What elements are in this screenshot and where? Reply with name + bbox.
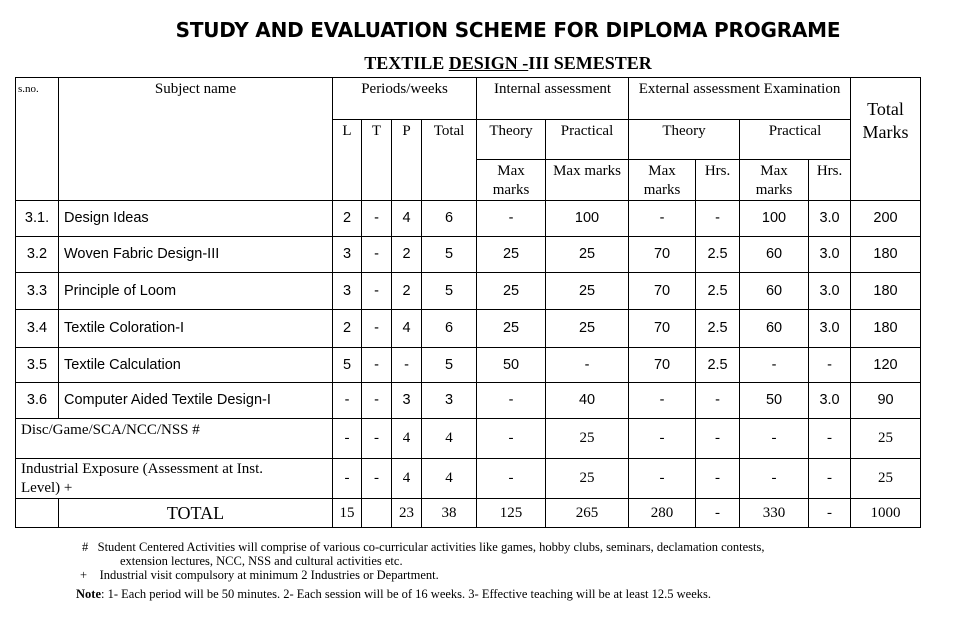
cell-ext-practical-hrs: - — [809, 499, 851, 528]
cell-L: 3 — [333, 237, 362, 273]
cell-total-marks: 25 — [851, 419, 921, 459]
cell-sno: 3.6 — [16, 383, 59, 419]
cell-int-theory: - — [477, 459, 546, 499]
header-total: Total — [422, 120, 477, 201]
cell-P: 2 — [392, 273, 422, 310]
header-max-marks: Max marks — [740, 160, 809, 201]
cell-subject: Industrial Exposure (Assessment at Inst. Level) + — [16, 459, 333, 499]
cell-ext-theory-hrs: - — [696, 201, 740, 237]
header-row-1 — [16, 78, 921, 120]
header-max-marks: Max marks — [546, 160, 629, 201]
cell-sno: 3.4 — [16, 310, 59, 348]
cell-ext-theory-hrs: - — [696, 383, 740, 419]
header-sno: s.no. — [16, 78, 59, 201]
cell-int-theory: 50 — [477, 348, 546, 383]
header-ext-practical: Practical — [740, 120, 851, 160]
header-max-marks: Max marks — [629, 160, 696, 201]
cell-sno-empty — [16, 499, 59, 528]
cell-int-theory: 25 — [477, 237, 546, 273]
cell-P: 2 — [392, 237, 422, 273]
footnote-hash-cont — [62, 554, 942, 568]
cell-int-practical: - — [546, 348, 629, 383]
cell-int-practical: 25 — [546, 237, 629, 273]
cell-total: 6 — [422, 310, 477, 348]
total-label: TOTAL — [59, 499, 333, 528]
cell-int-practical: 100 — [546, 201, 629, 237]
cell-total-marks: 180 — [851, 273, 921, 310]
cell-ext-practical-max: 60 — [740, 273, 809, 310]
cell-T: - — [362, 348, 392, 383]
header-max-marks: Max marks — [477, 160, 546, 201]
cell-int-theory: - — [477, 383, 546, 419]
cell-sno: 3.5 — [16, 348, 59, 383]
cell-P: - — [392, 348, 422, 383]
cell-total: 38 — [422, 499, 477, 528]
table-row — [16, 273, 921, 310]
table-row — [16, 348, 921, 383]
cell-total-marks: 90 — [851, 383, 921, 419]
cell-T: - — [362, 201, 392, 237]
cell-T: - — [362, 419, 392, 459]
header-hrs: Hrs. — [809, 160, 851, 201]
cell-int-practical: 40 — [546, 383, 629, 419]
cell-ext-theory-hrs: - — [696, 459, 740, 499]
cell-ext-theory-hrs: 2.5 — [696, 273, 740, 310]
hash-text: Student Centered Activities will comprise of various co-curricular activities like games, hobby clubs, seminars, declamation contests, — [97, 540, 765, 554]
cell-ext-theory-max: 70 — [629, 237, 696, 273]
cell-P: 4 — [392, 459, 422, 499]
cell-P: 4 — [392, 201, 422, 237]
cell-T: - — [362, 459, 392, 499]
cell-ext-practical-max: 330 — [740, 499, 809, 528]
table-row — [16, 383, 921, 419]
cell-int-theory: 25 — [477, 310, 546, 348]
cell-int-theory: - — [477, 201, 546, 237]
cell-total: 6 — [422, 201, 477, 237]
cell-T: - — [362, 310, 392, 348]
table-row — [16, 310, 921, 348]
cell-ext-theory-hrs: 2.5 — [696, 348, 740, 383]
cell-ext-theory-max: - — [629, 383, 696, 419]
cell-L: 5 — [333, 348, 362, 383]
cell-ext-theory-hrs: - — [696, 419, 740, 459]
cell-total: 5 — [422, 237, 477, 273]
header-T: T — [362, 120, 392, 201]
cell-total-marks: 180 — [851, 237, 921, 273]
cell-total: 5 — [422, 348, 477, 383]
table-row — [16, 459, 921, 499]
cell-total-marks: 120 — [851, 348, 921, 383]
document-title: STUDY AND EVALUATION SCHEME FOR DIPLOMA PROGRAME — [175, 18, 841, 42]
cell-ext-practical-max: 50 — [740, 383, 809, 419]
header-total-marks: Total Marks — [851, 78, 921, 201]
footnotes — [62, 540, 942, 601]
cell-total: 5 — [422, 273, 477, 310]
cell-total-marks: 25 — [851, 459, 921, 499]
cell-int-practical: 265 — [546, 499, 629, 528]
cell-int-practical: 25 — [546, 419, 629, 459]
header-subject: Subject name — [59, 78, 333, 201]
cell-ext-theory-hrs: 2.5 — [696, 237, 740, 273]
cell-total-marks: 200 — [851, 201, 921, 237]
cell-L: 2 — [333, 310, 362, 348]
header-hrs: Hrs. — [696, 160, 740, 201]
subtitle-suffix: III SEMESTER — [528, 53, 652, 73]
plus-text: Industrial visit compulsory at minimum 2 Industries or Department. — [99, 568, 439, 582]
document-subtitle — [0, 53, 962, 74]
cell-subject: Principle of Loom — [59, 273, 333, 310]
cell-int-theory: - — [477, 419, 546, 459]
subtitle-prefix: TEXTILE — [364, 53, 449, 73]
cell-total: 4 — [422, 419, 477, 459]
note-label: Note — [76, 587, 101, 601]
cell-ext-theory-max: 70 — [629, 273, 696, 310]
table-row — [16, 419, 921, 459]
cell-int-theory: 25 — [477, 273, 546, 310]
cell-total: 4 — [422, 459, 477, 499]
cell-ext-theory-hrs: 2.5 — [696, 310, 740, 348]
plus-symbol: + — [80, 568, 88, 582]
evaluation-scheme-table — [15, 77, 921, 528]
cell-ext-practical-max: - — [740, 459, 809, 499]
footnote-hash — [62, 540, 942, 554]
cell-ext-theory-max: 70 — [629, 310, 696, 348]
cell-ext-theory-hrs: - — [696, 499, 740, 528]
cell-ext-practical-hrs: - — [809, 459, 851, 499]
table-row — [16, 201, 921, 237]
cell-ext-practical-hrs: - — [809, 419, 851, 459]
header-external: External assessment Examination — [629, 78, 851, 120]
cell-total: 3 — [422, 383, 477, 419]
cell-T — [362, 499, 392, 528]
cell-ext-practical-max: - — [740, 419, 809, 459]
cell-subject: Textile Calculation — [59, 348, 333, 383]
cell-T: - — [362, 237, 392, 273]
cell-ext-practical-max: 60 — [740, 237, 809, 273]
cell-ext-practical-hrs: 3.0 — [809, 273, 851, 310]
cell-ext-theory-max: - — [629, 419, 696, 459]
cell-P: 4 — [392, 310, 422, 348]
cell-subject: Woven Fabric Design-III — [59, 237, 333, 273]
header-int-practical: Practical — [546, 120, 629, 160]
cell-L: - — [333, 383, 362, 419]
header-P: P — [392, 120, 422, 201]
header-periods: Periods/weeks — [333, 78, 477, 120]
cell-int-theory: 125 — [477, 499, 546, 528]
cell-ext-theory-max: 70 — [629, 348, 696, 383]
cell-sno: 3.3 — [16, 273, 59, 310]
subtitle-underlined: DESIGN - — [448, 53, 529, 73]
cell-ext-practical-max: 100 — [740, 201, 809, 237]
cell-sno: 3.2 — [16, 237, 59, 273]
cell-L: 3 — [333, 273, 362, 310]
cell-L: - — [333, 419, 362, 459]
cell-sno: 3.1. — [16, 201, 59, 237]
cell-P: 3 — [392, 383, 422, 419]
cell-P: 23 — [392, 499, 422, 528]
header-L: L — [333, 120, 362, 201]
cell-ext-practical-max: - — [740, 348, 809, 383]
cell-T: - — [362, 383, 392, 419]
note-text: : 1- Each period will be 50 minutes. 2- Each session will be of 16 weeks. 3- Effective teaching will be at least 12.5 weeks. — [101, 587, 712, 601]
cell-int-practical: 25 — [546, 310, 629, 348]
cell-subject: Computer Aided Textile Design-I — [59, 383, 333, 419]
cell-ext-practical-hrs: 3.0 — [809, 237, 851, 273]
cell-ext-practical-hrs: 3.0 — [809, 383, 851, 419]
header-int-theory: Theory — [477, 120, 546, 160]
cell-L: - — [333, 459, 362, 499]
header-ext-theory: Theory — [629, 120, 740, 160]
cell-ext-theory-max: - — [629, 201, 696, 237]
cell-total-marks: 180 — [851, 310, 921, 348]
cell-ext-theory-max: - — [629, 459, 696, 499]
cell-ext-practical-max: 60 — [740, 310, 809, 348]
table-row — [16, 237, 921, 273]
cell-ext-practical-hrs: - — [809, 348, 851, 383]
cell-ext-theory-max: 280 — [629, 499, 696, 528]
hash-symbol: # — [82, 540, 89, 554]
cell-ext-practical-hrs: 3.0 — [809, 201, 851, 237]
footnote-note — [62, 587, 942, 601]
cell-P: 4 — [392, 419, 422, 459]
hash-text-cont: extension lectures, NCC, NSS and cultural activities etc. — [120, 554, 403, 568]
cell-subject: Textile Coloration-I — [59, 310, 333, 348]
total-row — [16, 499, 921, 528]
cell-L: 2 — [333, 201, 362, 237]
cell-T: - — [362, 273, 392, 310]
footnote-plus — [62, 568, 942, 582]
cell-L: 15 — [333, 499, 362, 528]
cell-int-practical: 25 — [546, 459, 629, 499]
cell-total-marks: 1000 — [851, 499, 921, 528]
cell-subject: Disc/Game/SCA/NCC/NSS # — [16, 419, 333, 459]
cell-int-practical: 25 — [546, 273, 629, 310]
header-internal: Internal assessment — [477, 78, 629, 120]
cell-subject: Design Ideas — [59, 201, 333, 237]
cell-ext-practical-hrs: 3.0 — [809, 310, 851, 348]
